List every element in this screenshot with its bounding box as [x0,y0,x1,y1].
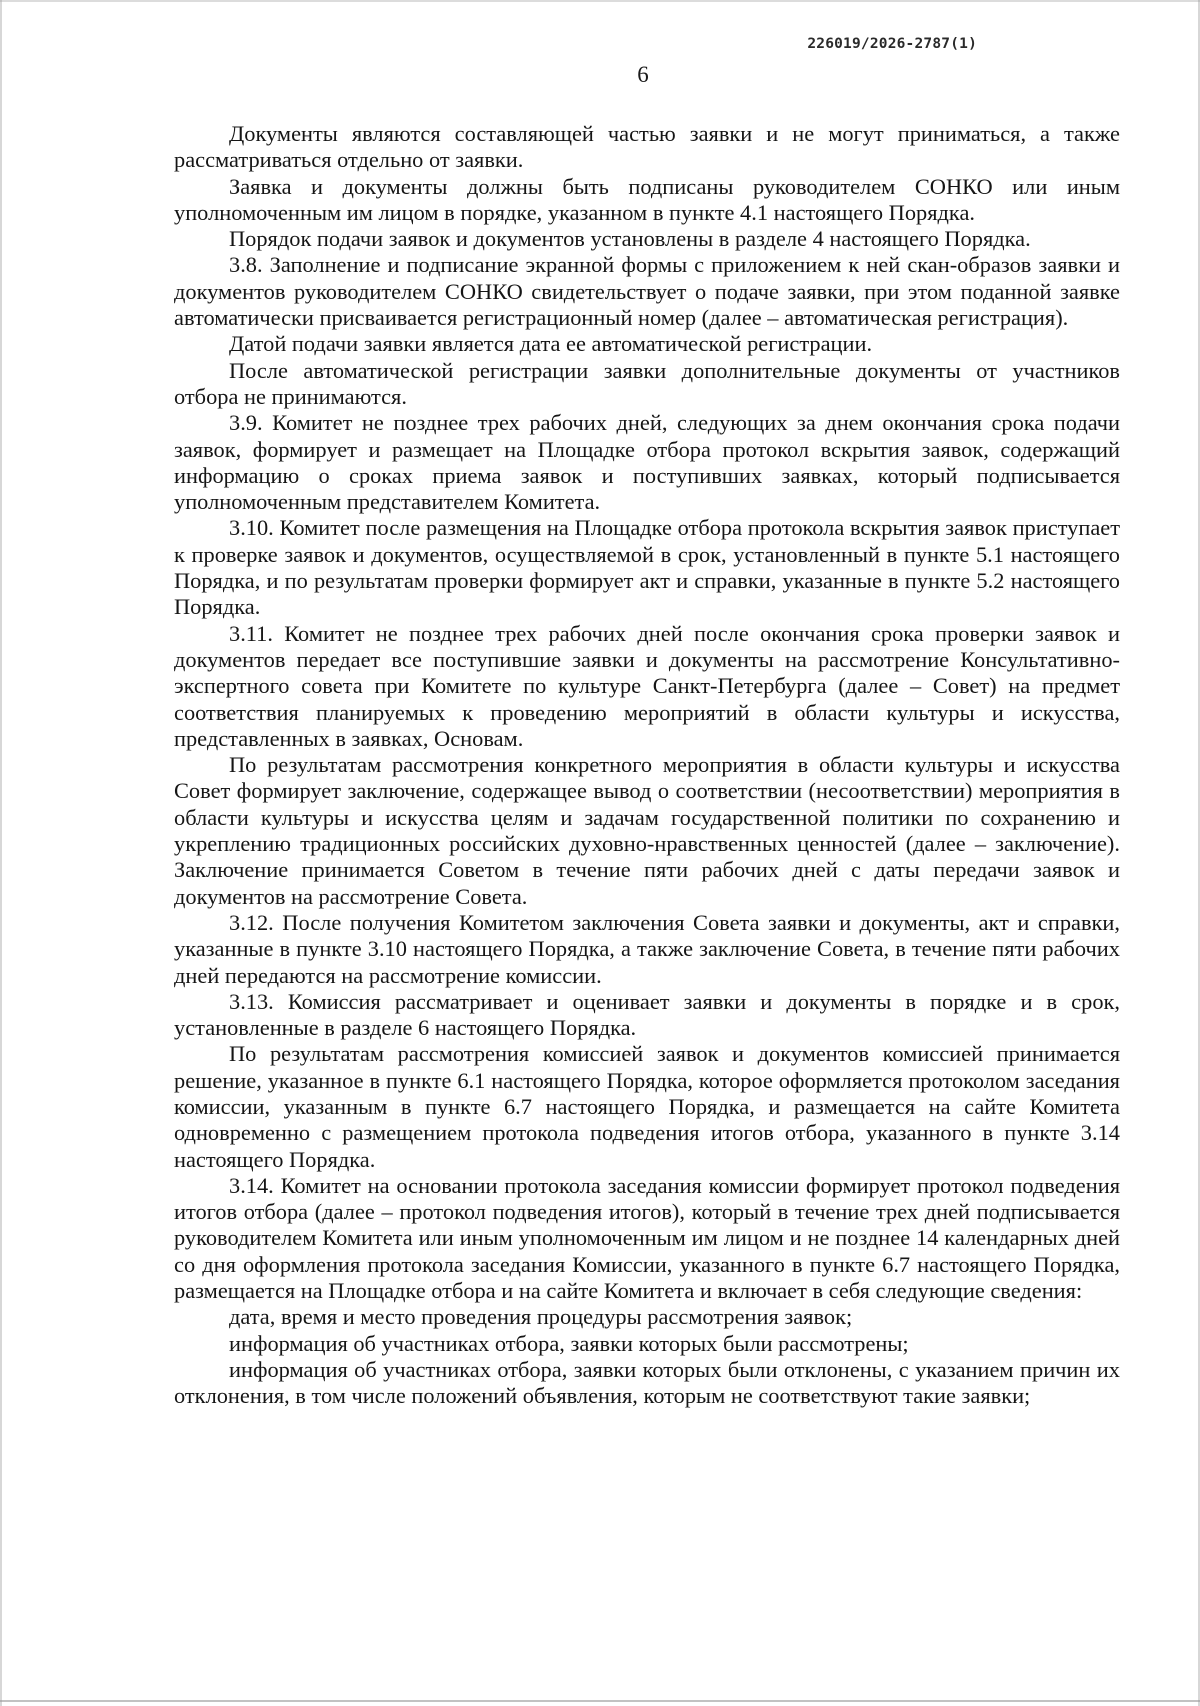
paragraph: Порядок подачи заявок и документов установлены в разделе 4 настоящего Порядка. [229,226,1031,252]
paragraph-section-3-10: 3.10. Комитет после размещения на Площадке отбора протокола вскрытия заявок приступает к проверке заявок и документов, осуществляемой в срок, установленный в пункте 5.1 настоящего Порядка, и по результатам проверки формирует акт и справки, указанные в пункте 5.2 настоящего Порядка. [174,515,1120,620]
paragraph-section-3-12: 3.12. После получения Комитетом заключения Совета заявки и документы, акт и справки, указанные в пункте 3.10 настоящего Порядка, а также заключение Совета, в течение пяти рабочих дней передаются на рассмотрение комиссии. [174,909,1120,988]
page-number: 6 [637,62,649,87]
document-body [174,121,1120,1410]
list-item: информация об участниках отбора, заявки которых были отклонены, с указанием причин их отклонения, в том числе положений объявления, которым не соответствуют такие заявки; [174,1356,1120,1409]
paragraph: После автоматической регистрации заявки дополнительные документы от участников отбора не принимаются. [174,357,1120,409]
paragraph-section-3-14: 3.14. Комитет на основании протокола заседания комиссии формирует протокол подведения итогов отбора (далее – протокол подведения итогов), который в течение трех дней подписывается руководителем Комитета или иным уполномоченным им лицом и не позднее 14 календарных дней со дня оформления протокола заседания Комиссии, указанного в пункте 6.7 настоящего Порядка, размещается на Площадке отбора и на сайте Комитета и включает в себя следующие сведения: [174,1172,1120,1304]
paragraph: Заявка и документы должны быть подписаны руководителем СОНКО или иным уполномоченным им лицом в порядке, указанном в пункте 4.1 настоящего Порядка. [174,173,1120,225]
paragraph: Датой подачи заявки является дата ее автоматической регистрации. [229,331,873,357]
paragraph-section-3-11: 3.11. Комитет не позднее трех рабочих дней после окончания срока проверки заявок и документов передает все поступившие заявки и документы на рассмотрение Консультативно-экспертного совета при Комитете по культуре Санкт-Петербурга (далее – Совет) на предмет соответствия планируемых к проведению мероприятий в области культуры и искусства, представленных в заявках, Основам. [174,620,1120,751]
list-item: информация об участниках отбора, заявки которых были рассмотрены; [229,1330,909,1356]
paragraph-section-3-8: 3.8. Заполнение и подписание экранной формы с приложением к ней скан-образов заявки и документов руководителем СОНКО свидетельствует о подаче заявки, при этом поданной заявке автоматически присваивается регистрационный номер (далее – автоматическая регистрация). [174,252,1120,331]
paragraph: Документы являются составляющей частью заявки и не могут приниматься, а также рассматриваться отдельно от заявки. [174,121,1120,173]
paragraph: По результатам рассмотрения комиссией заявок и документов комиссией принимается решение, указанное в пункте 6.1 настоящего Порядка, которое оформляется протоколом заседания комиссии, указанным в пункте 6.7 настоящего Порядка, и размещается на сайте Комитета одновременно с размещением протокола подведения итогов отбора, указанного в пункте 3.14 настоящего Порядка. [174,1041,1120,1172]
scan-edge-bottom [0,1700,1200,1702]
list-item: дата, время и место проведения процедуры рассмотрения заявок; [229,1304,853,1330]
paragraph-section-3-13: 3.13. Комиссия рассматривает и оценивает заявки и документы в порядке и в срок, установленные в разделе 6 настоящего Порядка. [174,988,1120,1041]
scan-edge-top [0,0,1200,2]
document-id-stamp: 226019/2026-2787(1) [807,36,977,52]
scan-edge-left [0,0,2,1706]
paragraph-section-3-9: 3.9. Комитет не позднее трех рабочих дней, следующих за днем окончания срока подачи заявок, формирует и размещает на Площадке отбора протокол вскрытия заявок, содержащий информацию о сроках приема заявок и поступивших заявках, который подписывается уполномоченным представителем Комитета. [174,410,1120,515]
paragraph: По результатам рассмотрения конкретного мероприятия в области культуры и искусства Совет формирует заключение, содержащее вывод о соответствии (несоответствии) мероприятия в области культуры и искусства целям и задачам государственной политики по сохранению и укреплению традиционных российских духовно-нравственных ценностей (далее – заключение). Заключение принимается Советом в течение пяти рабочих дней с даты передачи заявок и документов на рассмотрение Совета. [174,752,1120,909]
